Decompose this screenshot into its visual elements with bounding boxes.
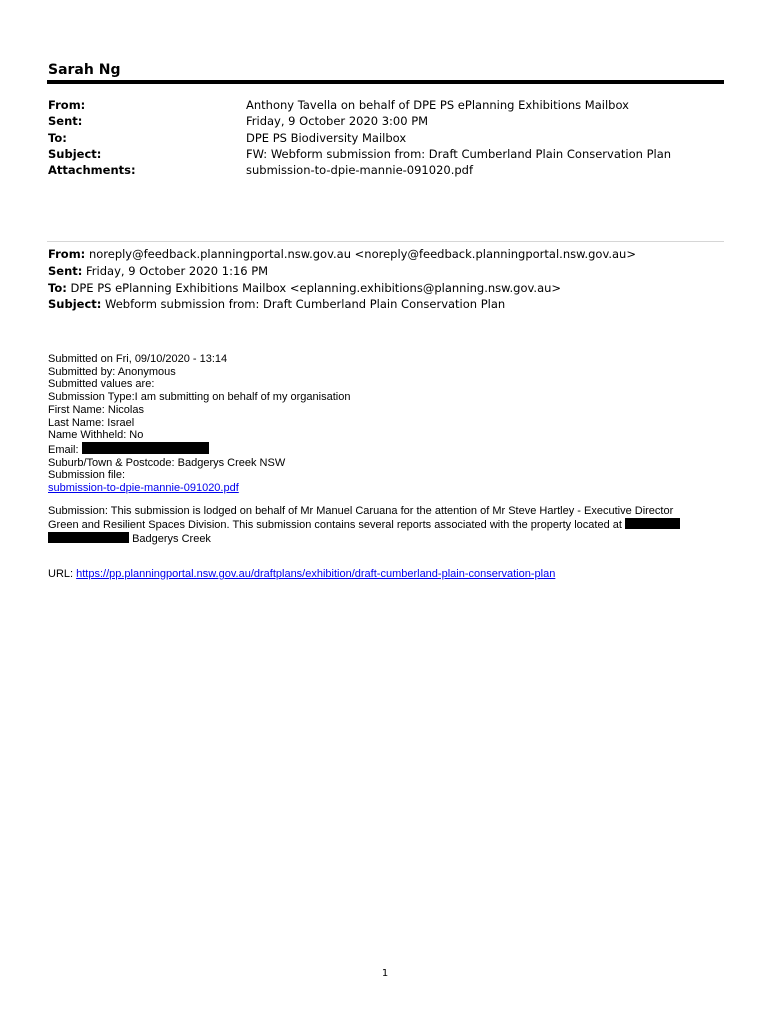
submission-paragraph — [48, 505, 728, 545]
forwarded-subject-row — [48, 296, 738, 313]
forwarded-header — [48, 246, 738, 313]
submitted-on-line: Submitted on Fri, 09/10/2020 - 13:14 — [48, 353, 228, 365]
submission-type-line: Submission Type:I am submitting on behalf of my organisation — [48, 391, 351, 404]
first-name-line: First Name: Nicolas — [48, 403, 144, 416]
forwarded-subject-value: Webform submission from: Draft Cumberland Plain Conservation Plan — [105, 297, 506, 312]
forwarded-sent-value: Friday, 9 October 2020 1:16 PM — [86, 263, 269, 278]
message-header — [48, 97, 728, 178]
forwarded-sent-row — [48, 263, 738, 280]
header-from-value: Anthony Tavella on behalf of DPE PS ePlanning Exhibitions Mailbox — [246, 98, 629, 112]
header-subject-label: Subject: — [48, 146, 102, 161]
last-name-line: Last Name: Israel — [48, 416, 135, 429]
name-withheld-line: Name Withheld: No — [48, 429, 144, 442]
url-line — [48, 568, 555, 581]
forwarded-from-row — [48, 246, 738, 263]
header-subject-value: FW: Webform submission from: Draft Cumberland Plain Conservation Plan — [246, 146, 672, 161]
submission-file-row — [48, 482, 728, 495]
forwarded-subject-label: Subject: — [48, 297, 102, 312]
header-from-label: From: — [48, 98, 86, 112]
forwarded-from-label: From: — [48, 247, 86, 261]
forwarded-divider — [47, 241, 724, 242]
header-sent-label: Sent: — [48, 114, 83, 129]
header-to-value: DPE PS Biodiversity Mailbox — [246, 130, 407, 145]
submitted-by-line: Submitted by: Anonymous — [48, 365, 176, 378]
submission-paragraph-line-1: Submission: This submission is lodged on behalf of Mr Manuel Caruana for the attention of Mr Steve Hartley - Executive Director — [48, 505, 674, 517]
submission-details — [48, 353, 728, 495]
suburb-line: Suburb/Town & Postcode: Badgerys Creek NSW — [48, 456, 286, 469]
header-attachments-label: Attachments: — [48, 163, 136, 178]
forwarded-sent-label: Sent: — [48, 263, 83, 278]
owner-divider — [47, 80, 724, 84]
forwarded-to-row — [48, 280, 738, 297]
header-attachments-value[interactable]: submission-to-dpie-mannie-091020.pdf — [246, 163, 474, 178]
header-sent-row — [48, 113, 728, 129]
header-to-row — [48, 130, 728, 146]
url-label: URL: — [48, 568, 74, 580]
mailbox-owner-name: Sarah Ng — [48, 62, 121, 78]
forwarded-from-value: noreply@feedback.planningportal.nsw.gov.au <noreply@feedback.planningportal.nsw.gov.au> — [88, 247, 636, 261]
submission-file-link[interactable]: submission-to-dpie-mannie-091020.pdf — [48, 482, 239, 495]
email-redaction — [82, 442, 209, 454]
forwarded-to-value: DPE PS ePlanning Exhibitions Mailbox <eplanning.exhibitions@planning.nsw.gov.au> — [70, 280, 562, 295]
page-number: 1 — [381, 968, 389, 979]
email-line — [48, 442, 728, 457]
submission-paragraph-line-3-text: Badgerys Creek — [132, 532, 211, 545]
address-redaction-1 — [625, 518, 680, 529]
email-label: Email: — [48, 443, 79, 456]
header-attachments-row — [48, 162, 728, 178]
header-to-label: To: — [48, 130, 67, 145]
submission-file-label: Submission file: — [48, 469, 126, 482]
submission-paragraph-line-2-text: Green and Resilient Spaces Division. This submission contains several reports associated with the property located at — [48, 518, 622, 531]
forwarded-to-label: To: — [48, 280, 67, 295]
address-redaction-2 — [48, 532, 129, 543]
url-link[interactable]: https://pp.planningportal.nsw.gov.au/draftplans/exhibition/draft-cumberland-plain-conservation-plan — [76, 568, 556, 580]
header-sent-value: Friday, 9 October 2020 3:00 PM — [246, 114, 429, 129]
header-from-row — [48, 97, 728, 113]
header-subject-row — [48, 146, 728, 162]
submission-paragraph-line-2 — [48, 518, 728, 532]
submitted-values-line: Submitted values are: — [48, 378, 155, 391]
submission-paragraph-line-3 — [48, 532, 728, 546]
